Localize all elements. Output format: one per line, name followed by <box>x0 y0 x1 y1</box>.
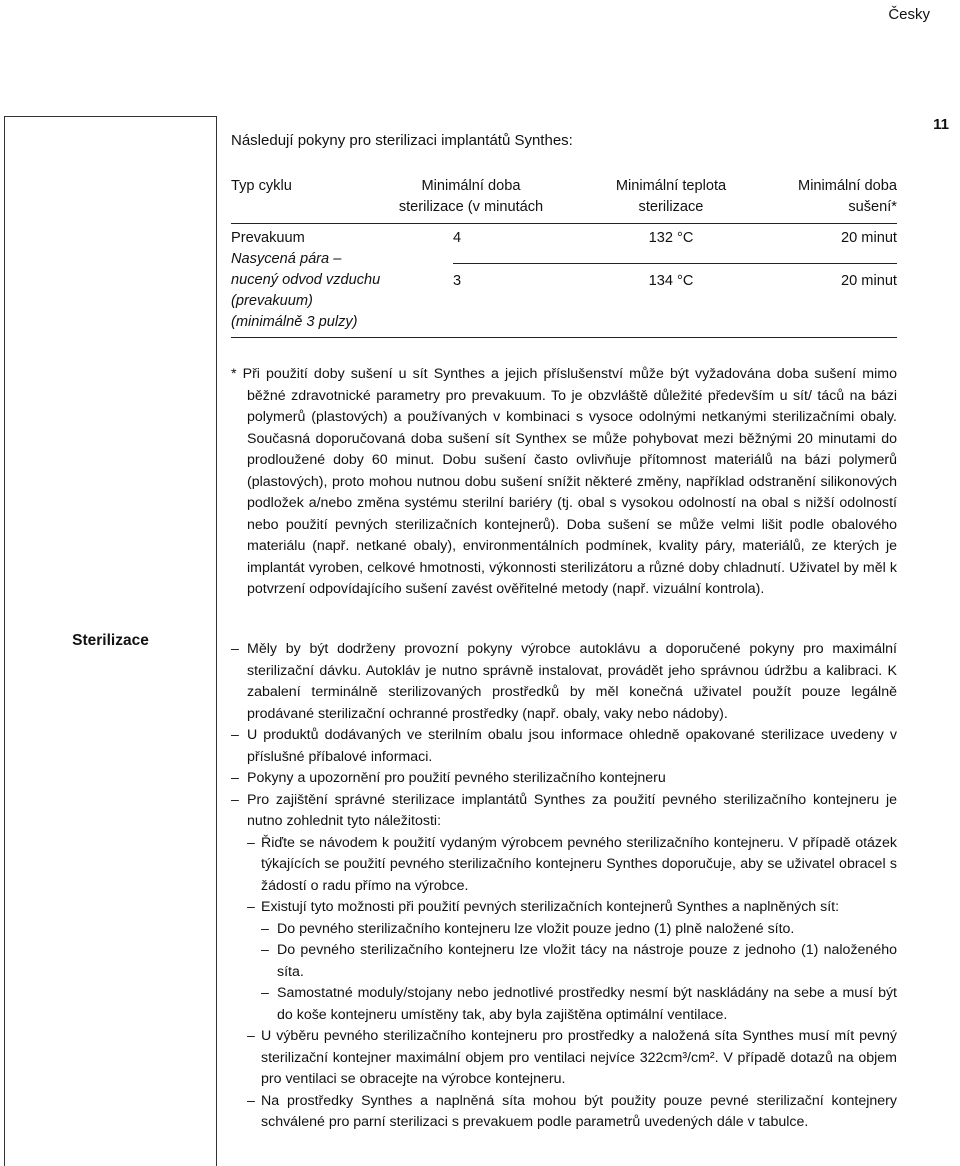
row2-temp: 134 °C <box>648 273 694 289</box>
instruction-list <box>231 639 897 1134</box>
header-line: Minimální teplota <box>615 178 727 194</box>
row-rule <box>453 263 897 264</box>
list-item: – Měly by být dodrženy provozní pokyny výrobce autoklávu a doporučené pokyny pro maximální sterilizační dávku. Autokláv je nutno správně instalovat, provádět jeho správnou údržbu a kalibraci. K zabalení terminálně sterilizovaných prostředků by měl konečná uživatel použít pouze legálně prodávané sterilizační ochranné prostředky (např. obaly, vaky nebo nádoby). <box>231 641 897 722</box>
header-line: Typ cyklu <box>231 178 292 194</box>
row1-temp: 132 °C <box>648 230 694 246</box>
cycle-line: (prevakuum) <box>231 293 313 309</box>
list-item-text: Měly by být dodrženy provozní pokyny výrobce autoklávu a doporučené pokyny pro maximální sterilizační dávku. Autokláv je nutno správně instalovat, provádět jeho správnou údržbu a kalibraci. K zabalení terminálně sterilizovaných prostředků by měl konečná uživatel použít pouze legálně prodávané sterilizační ochranné prostředky (např. obaly, vaky nebo nádoby). <box>247 641 897 722</box>
row1-time: 4 <box>453 230 462 246</box>
cycle-line: (minimálně 3 pulzy) <box>231 314 358 330</box>
header-min-time <box>371 176 571 218</box>
list-item: – U výběru pevného sterilizačního kontejneru pro prostředky a naložená síta Synthes musí mít pevný sterilizační kontejner maximální objem pro ventilaci nejvíce 322cm³/cm². V případě dotazů na objem pro ventilaci se obracejte na výrobce kontejneru. <box>247 1028 897 1087</box>
list-item-text: U produktů dodávaných ve sterilním obalu jsou informace ohledně opakované sterilizace uvedeny v příslušné příbalové informaci. <box>247 727 897 765</box>
list-item: – Existují tyto možnosti při použití pevných sterilizačních kontejnerů Synthes a naplněných sít: <box>247 899 840 915</box>
cycle-list <box>231 228 380 333</box>
row2-time: 3 <box>453 273 462 289</box>
list-item: – Do pevného sterilizačního kontejneru lze vložit pouze jedno (1) plně naložené síto. <box>261 920 795 937</box>
list-item: – Řiďte se návodem k použití vydaným výrobcem pevného sterilizačního kontejneru. V případě otázek týkajících se použití pevného sterilizačního kontejneru Synthes doporučuje, aby se uživatel obracel s žádostí o radu přímo na výrobce. <box>247 834 897 894</box>
row2-dry: 20 minut <box>841 273 897 289</box>
header-line: Minimální doba <box>421 178 521 194</box>
header-cycle-type <box>231 176 292 197</box>
table-bottom-rule <box>231 337 897 338</box>
language-label: Česky <box>888 6 930 23</box>
list-item-text: Pro zajištění správné sterilizace implantátů Synthes za použití pevného sterilizačního kontejneru je nutno zohlednit tyto náležitosti: <box>247 791 897 829</box>
list-item: – Pokyny a upozornění pro použití pevného sterilizačního kontejneru <box>231 770 666 786</box>
list-item-text: U výběru pevného sterilizačního kontejneru pro prostředky a naložená síta Synthes musí mít pevný sterilizační kontejner maximální objem pro ventilaci nejvíce 322cm³/cm². V případě dotazů na objem pro ventilaci se obracejte na výrobce kontejneru. <box>261 1028 897 1087</box>
list-item-text: Na prostředky Synthes a naplněná síta mohou být použity pouze pevné sterilizační kontejnery schválené pro parní sterilizaci s prevakuem podle parametrů uvedených dále v tabulce. <box>261 1092 897 1130</box>
list-item: – U produktů dodávaných ve sterilním obalu jsou informace ohledně opakované sterilizace uvedeny v příslušné příbalové informaci. <box>231 727 897 765</box>
header-line: sterilizace <box>638 199 704 215</box>
list-item: – Na prostředky Synthes a naplněná síta mohou být použity pouze pevné sterilizační kontejnery schválené pro parní sterilizaci s prevakuem podle parametrů uvedených dále v tabulce. <box>247 1092 897 1130</box>
list-item: – Do pevného sterilizačního kontejneru lze vložit tácy na nástroje pouze z jednoho (1) naloženého síta. <box>261 942 897 980</box>
list-item-text: Do pevného sterilizačního kontejneru lze vložit tácy na nástroje pouze z jednoho (1) naloženého síta. <box>277 942 897 980</box>
header-min-drying <box>798 176 897 218</box>
list-item-text: Řiďte se návodem k použití vydaným výrobcem pevného sterilizačního kontejneru. V případě otázek týkajících se použití pevného sterilizačního kontejneru Synthes doporučuje, aby se uživatel obracel s žádostí o radu přímo na výrobce. <box>261 834 897 894</box>
list-item: – Samostatné moduly/stojany nebo jednotlivé prostředky nesmí být naskládány na sebe a musí být do koše kontejneru umístěny tak, aby byla zajištěna optimální ventilace. <box>261 985 897 1023</box>
header-min-temp <box>571 176 771 218</box>
page-number: 11 <box>933 116 949 133</box>
header-line: sterilizace (v minutách <box>398 199 544 215</box>
cycle-line: nucený odvod vzduchu <box>231 272 381 288</box>
cycle-line: Nasycená pára – <box>231 251 342 267</box>
section-label: Sterilizace <box>72 632 149 649</box>
cycle-line: Prevakuum <box>231 230 305 246</box>
list-item-text: Existují tyto možnosti při použití pevných sterilizačních kontejnerů Synthes a naplněných sít: <box>261 899 840 915</box>
drying-footnote <box>231 364 897 601</box>
list-item: – Pro zajištění správné sterilizace implantátů Synthes za použití pevného sterilizačního kontejneru je nutno zohlednit tyto náležitosti: <box>231 791 897 829</box>
list-item-text: Pokyny a upozornění pro použití pevného sterilizačního kontejneru <box>247 770 666 786</box>
list-item-text: Do pevného sterilizačního kontejneru lze vložit pouze jedno (1) plně naložené síto. <box>277 920 795 937</box>
row1-dry: 20 minut <box>841 230 897 246</box>
header-line: Minimální doba <box>798 178 897 194</box>
footnote-text: * Při použití doby sušení u sít Synthes a jejich příslušenství může být vyžadována doba sušení mimo běžné zdravotnické parametry pro prevakuum. To je obzvláště důležité především u sít/ táců na bázi polymerů (plastových) a používaných v kombinaci s vysoce odolnými netkanými sterilizačními obaly. Současná doporučovaná doba sušení sít Synthex se může pohybovat mezi běžnými 20 minutami do prodloužené doby 60 minut. Dobu sušení často ovlivňuje přítomnost materiálů na bázi polymerů (plastových), proto mohou nutnou dobu sušení snížit některé změny, například odstranění silikonových podložek a/nebo změna systému sterilní bariéry (tj. obal s vysokou odolností na obal s nižší odolností nebo použití pevných sterilizačních kontejnerů). Doba sušení se může velmi lišit podle obalového materiálu (např. netkané obaly), environmentálních podmínek, kvality páry, materiálů, ze kterých je implantát vyroben, celkové hmotnosti, výkonnosti sterilizátoru a různé doby chladnutí. Uživatel by měl k potvrzení odpovídajícího sušení zavést ověřitelné metody (např. vizuální kontrola). <box>231 366 897 597</box>
table-rule <box>231 223 897 224</box>
list-item-text: Samostatné moduly/stojany nebo jednotlivé prostředky nesmí být naskládány na sebe a musí být do koše kontejneru umístěny tak, aby byla zajištěna optimální ventilace. <box>277 985 897 1023</box>
intro-text: Následují pokyny pro sterilizaci implantátů Synthes: <box>231 132 573 149</box>
header-line: sušení* <box>848 199 897 215</box>
